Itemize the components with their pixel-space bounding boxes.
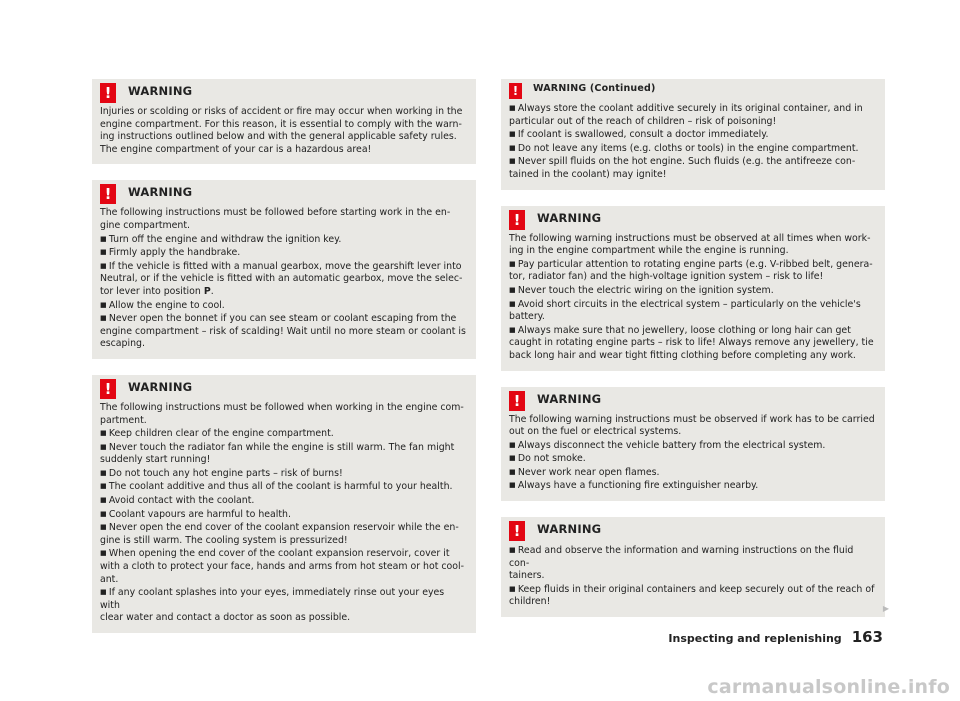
warning-header xyxy=(509,83,875,99)
text-line: children! xyxy=(509,596,551,608)
text-line: ■ Always have a functioning fire extinguisher nearby. xyxy=(509,479,875,493)
warning-box-4 xyxy=(501,206,885,371)
text-line: ■ Avoid short circuits in the electrical system – particularly on the vehicle's xyxy=(509,298,875,312)
left-column xyxy=(92,79,476,649)
warning-header xyxy=(100,83,466,103)
warning-box-5 xyxy=(501,387,885,502)
warning-exclamation-icon: ! xyxy=(100,83,116,103)
text-line: gine compartment. xyxy=(100,219,190,231)
text-line: escaping. xyxy=(100,338,145,350)
text-line: ■ Never open the end cover of the coolant expansion reservoir while the en- xyxy=(100,521,466,535)
watermark: carmanualsonline.info xyxy=(707,676,950,698)
text-line: ing instructions outlined below and with the general applicable safety rules. xyxy=(100,131,457,143)
text-line: ■ Keep children clear of the engine compartment. xyxy=(100,427,466,441)
text-line: tained in the coolant) may ignite! xyxy=(509,168,667,180)
text-line: suddenly start running! xyxy=(100,454,211,466)
text-line: tor, radiator fan) and the high-voltage ignition system – risk to life! xyxy=(509,271,824,283)
warning-title: WARNING xyxy=(537,210,602,225)
text-line: partment. xyxy=(100,414,147,426)
warning-header xyxy=(509,391,875,411)
text-line: ■ Do not leave any items (e.g. cloths or tools) in the engine compartment. xyxy=(509,142,875,156)
warning-body xyxy=(509,102,875,182)
text-line: engine compartment – risk of scalding! Wait until no more steam or coolant is xyxy=(100,325,466,337)
text-line: back long hair and wear tight fitting clothing before completing any work. xyxy=(509,349,856,361)
text-line: tainers. xyxy=(509,570,545,582)
text-line: ■ Firmly apply the handbrake. xyxy=(100,246,466,260)
warning-header xyxy=(509,521,875,541)
text-line: clear water and contact a doctor as soon as possible. xyxy=(100,612,351,624)
text-line: ■ Coolant vapours are harmful to health. xyxy=(100,508,466,522)
text-line: ■ Keep fluids in their original containers and keep securely out of the reach of xyxy=(509,583,875,597)
warning-box-2 xyxy=(92,180,476,359)
text-line: caught in rotating engine parts – risk to life! Always remove any jewellery, tie xyxy=(509,337,874,349)
text-line: ■ Do not smoke. xyxy=(509,452,875,466)
text-line: ■ Allow the engine to cool. xyxy=(100,299,466,313)
warning-box-continued xyxy=(501,79,885,190)
warning-body xyxy=(509,544,875,609)
warning-title: WARNING xyxy=(537,391,602,406)
text-line: The following warning instructions must be observed at all times when work- xyxy=(509,232,871,244)
text-line: ■ Turn off the engine and withdraw the ignition key. xyxy=(100,233,466,247)
text-line: The following instructions must be followed when working in the engine com- xyxy=(100,401,464,413)
text-line: ■ Always make sure that no jewellery, loose clothing or long hair can get xyxy=(509,324,875,338)
text-line: ■ If coolant is swallowed, consult a doctor immediately. xyxy=(509,128,875,142)
gear-position-label: P xyxy=(203,285,211,297)
text-line: tor lever into position P. xyxy=(100,285,214,297)
page-number: 163 xyxy=(851,628,883,646)
right-column xyxy=(501,79,889,633)
text-line: The engine compartment of your car is a hazardous area! xyxy=(100,143,372,155)
text-line: ■ The coolant additive and thus all of the coolant is harmful to your health. xyxy=(100,480,466,494)
warning-exclamation-icon: ! xyxy=(509,521,525,541)
footer-section-title: Inspecting and replenishing xyxy=(668,632,842,645)
text-line: ■ Always store the coolant additive securely in its original container, and in xyxy=(509,102,875,116)
warning-exclamation-icon: ! xyxy=(100,379,116,399)
text-line: Injuries or scolding or risks of accident or fire may occur when working in the xyxy=(100,106,463,117)
warning-body xyxy=(509,414,875,494)
warning-header xyxy=(100,184,466,204)
text-line: The following warning instructions must be observed if work has to be carried xyxy=(509,413,875,425)
warning-title: WARNING xyxy=(128,379,193,394)
warning-exclamation-icon: ! xyxy=(100,184,116,204)
text-line: out on the fuel or electrical systems. xyxy=(509,426,682,438)
text-line: Neutral, or if the vehicle is fitted with an automatic gearbox, move the selec- xyxy=(100,273,463,285)
text-line: ■ Never touch the electric wiring on the ignition system. xyxy=(509,284,875,298)
warning-title: WARNING xyxy=(128,185,193,200)
text-line: engine compartment. For this reason, it is essential to comply with the warn- xyxy=(100,118,462,130)
warning-body xyxy=(100,106,466,156)
text-line: particular out of the reach of children – risk of poisoning! xyxy=(509,115,777,127)
text-line: ■ If the vehicle is fitted with a manual gearbox, move the gearshift lever into xyxy=(100,260,466,274)
text-line: ant. xyxy=(100,573,119,585)
text-line: ■ When opening the end cover of the coolant expansion reservoir, cover it xyxy=(100,547,466,561)
text-line: ■ Pay particular attention to rotating engine parts (e.g. V-ribbed belt, genera- xyxy=(509,258,875,272)
text-line: ■ Avoid contact with the coolant. xyxy=(100,494,466,508)
text-line: gine is still warm. The cooling system is pressurized! xyxy=(100,534,348,546)
warning-header xyxy=(100,379,466,399)
warning-header xyxy=(509,210,875,230)
warning-title: WARNING (Continued) xyxy=(533,83,656,94)
text-line: ■ Read and observe the information and warning instructions on the fluid con- xyxy=(509,544,875,570)
text-line: The following instructions must be followed before starting work in the en- xyxy=(100,207,451,219)
warning-title: WARNING xyxy=(537,522,602,537)
warning-body xyxy=(100,402,466,625)
text-line: ■ Always disconnect the vehicle battery from the electrical system. xyxy=(509,439,875,453)
text-line: ■ Never spill fluids on the hot engine. Such fluids (e.g. the antifreeze con- xyxy=(509,155,875,169)
text-line: ■ If any coolant splashes into your eyes, immediately rinse out your eyes with xyxy=(100,586,466,612)
text-line: battery. xyxy=(509,311,545,323)
text-line: ■ Do not touch any hot engine parts – risk of burns! xyxy=(100,467,466,481)
warning-exclamation-icon: ! xyxy=(509,210,525,230)
warning-box-6 xyxy=(501,517,889,617)
warning-box-1 xyxy=(92,79,476,164)
warning-body xyxy=(509,233,875,363)
warning-exclamation-icon: ! xyxy=(509,391,525,411)
triangle-right-icon: ▶ xyxy=(882,604,889,614)
warning-box-3 xyxy=(92,375,476,633)
text-line: ■ Never touch the radiator fan while the engine is still warm. The fan might xyxy=(100,441,466,455)
text-line: ing in the engine compartment while the engine is running. xyxy=(509,245,789,257)
text-line: with a cloth to protect your face, hands and arms from hot steam or hot cool- xyxy=(100,561,464,573)
warning-exclamation-icon: ! xyxy=(509,83,522,99)
page-footer xyxy=(668,628,883,646)
text-line: ■ Never open the bonnet if you can see steam or coolant escaping from the xyxy=(100,312,466,326)
text-line: ■ Never work near open flames. xyxy=(509,466,875,480)
warning-title: WARNING xyxy=(128,84,193,98)
warning-body xyxy=(100,207,466,351)
